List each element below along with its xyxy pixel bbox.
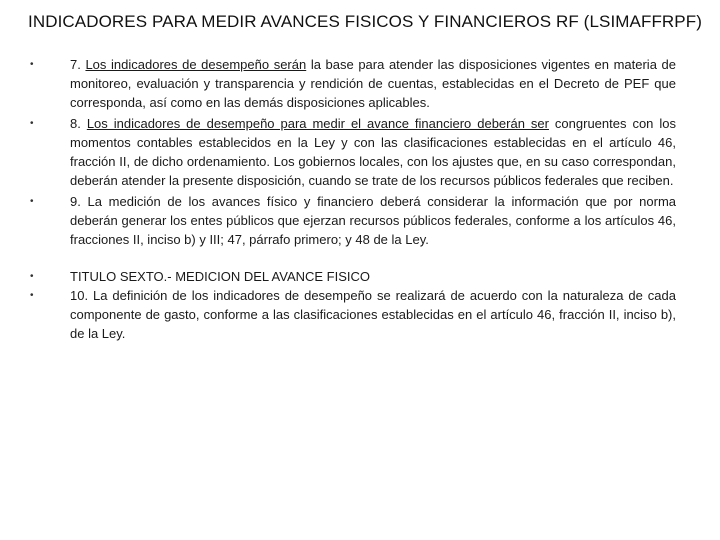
list-item-9: [28, 192, 676, 249]
list-item-7: [28, 55, 676, 112]
slide-title: INDICADORES PARA MEDIR AVANCES FISICOS Y FINANCIEROS RF (LSIMAFFRPF): [28, 12, 702, 31]
item-number: 8.: [70, 116, 87, 131]
bullet-icon: •: [30, 271, 34, 282]
list-item-section-heading: [28, 267, 676, 286]
bullet-icon: •: [30, 118, 34, 129]
bullet-list: [28, 55, 676, 343]
underlined-phrase: Los indicadores de desempeño para medir el avance financiero deberán ser: [86, 116, 549, 131]
bullet-icon: •: [30, 290, 34, 301]
bullet-icon: •: [30, 59, 34, 70]
item-text: 10. La definición de los indicadores de desempeño se realizará de acuerdo con la naturaleza de cada componente de gasto, conforme a las clasificaciones establecidas en el artículo 46, fracción II, inciso b), de la Ley.: [70, 288, 676, 341]
list-item-10: [28, 286, 676, 343]
list-item-8: [28, 114, 676, 190]
bullet-icon: •: [30, 196, 34, 207]
section-heading: TITULO SEXTO.- MEDICION DEL AVANCE FISICO: [70, 269, 371, 284]
underlined-phrase: Los indicadores de desempeño serán: [85, 57, 307, 72]
item-text: 9. La medición de los avances físico y financiero deberá considerar la información que por norma deberán generar los entes públicos que ejerzan recursos públicos federales, conforme a los artículos 46, fracciones II, inciso b) y III; 47, párrafo primero; y 48 de la Ley.: [70, 194, 676, 247]
item-text: congruentes con los momentos contables establecidos en la Ley y con las clasificaciones establecidas en el artículo 46, fracción II, de dicho ordenamiento. Los gobiernos locales, con los ajustes que, en su caso correspondan, deberán atender la presente disposición, cuando se trate de los recursos públicos federales que reciben.: [70, 116, 676, 188]
item-text: la base para atender las disposiciones vigentes en materia de monitoreo, evaluación y transparencia y rendición de cuentas, establecidas en el Decreto de PEF que corresponda, así como en las demás disposiciones aplicables.: [70, 57, 676, 110]
item-number: 7.: [70, 57, 86, 72]
